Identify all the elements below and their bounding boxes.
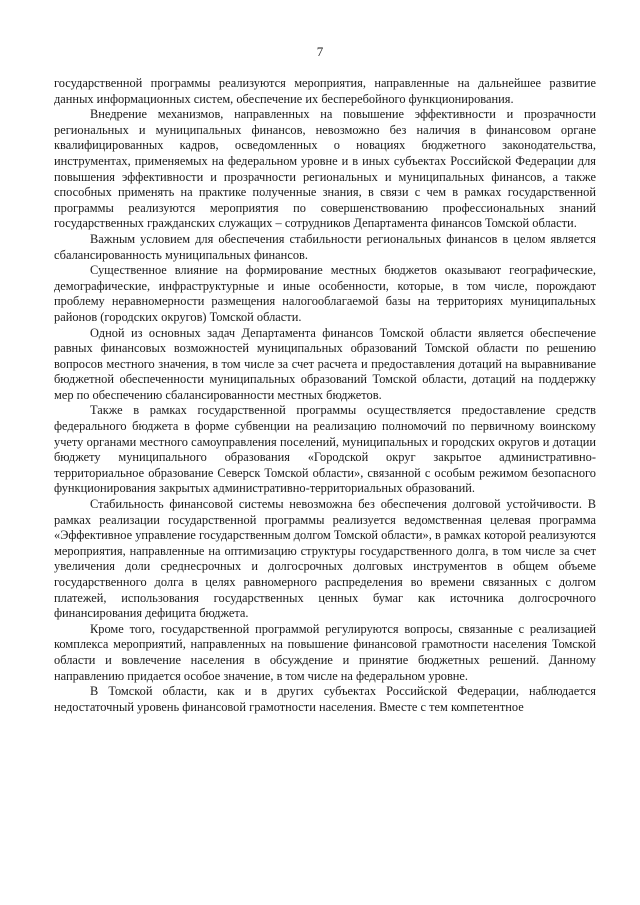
paragraph: Внедрение механизмов, направленных на повышение эффективности и прозрачности региональных и муниципальных финансов, невозможно без наличия в финансовом органе квалифицированных кадров, осведомленных о новациях бюджетного законодательства, инструментах, применяемых на федеральном уровне и в иных субъектах Российской Федерации для повышения эффективности и прозрачности региональных и муниципальных финансов, а также способных применять на практике полученные знания, в связи с чем в рамках государственной программы реализуются мероприятия по совершенствованию профессиональных знаний государственных гражданских служащих – сотрудников Департамента финансов Томской области. (54, 107, 596, 231)
paragraph: Важным условием для обеспечения стабильности региональных финансов в целом является сбалансированность муниципальных финансов. (54, 231, 596, 262)
paragraph: Стабильность финансовой системы невозможна без обеспечения долговой устойчивости. В рамках реализации государственной программы реализуется ведомственная целевая программа «Эффективное управление государственным долгом Томской области», в рамках которой реализуются мероприятия, направленные на оптимизацию структуры государственного долга, в том числе за счет увеличения доли среднесрочных и долгосрочных долговых инструментов в общем объеме государственного долга в целях равномерного распределения во времени связанных с долгом платежей, использования государственных ценных бумаг как источника долгосрочного финансирования дефицита бюджета. (54, 497, 596, 621)
paragraph-continuation: государственной программы реализуются мероприятия, направленные на дальнейшее развитие данных информационных систем, обеспечение их бесперебойного функционирования. (54, 76, 596, 106)
paragraph: В Томской области, как и в других субъектах Российской Федерации, наблюдается недостаточный уровень финансовой грамотности населения. Вместе с тем компетентное (54, 684, 596, 714)
paragraph: Также в рамках государственной программы осуществляется предоставление средств федерального бюджета в форме субвенции на реализацию полномочий по первичному воинскому учету органами местного самоуправления поселений, муниципальных и городских округов и дотации бюджету муниципального образования «Городской округ закрытое административно-территориальное образование Северск Томской области», связанной с особым режимом безопасного функционирования закрытых административно-территориальных образований. (54, 403, 596, 496)
document-body (54, 76, 596, 715)
paragraph: Существенное влияние на формирование местных бюджетов оказывают географические, демографические, инфраструктурные и иные особенности, которые, в том числе, порождают проблему неравномерности размещения налогооблагаемой базы на территориях муниципальных районов (городских округов) Томской области. (54, 263, 596, 324)
page-number: 7 (316, 44, 324, 59)
paragraph: Одной из основных задач Департамента финансов Томской области является обеспечение равных финансовых возможностей муниципальных образований Томской области по решению вопросов местного значения, в том числе за счет расчета и предоставления дотаций на выравнивание бюджетной обеспеченности муниципальных образований Томской области, дотаций на поддержку мер по обеспечению сбалансированности местных бюджетов. (54, 325, 596, 402)
paragraph: Кроме того, государственной программой регулируются вопросы, связанные с реализацией комплекса мероприятий, направленных на повышение финансовой грамотности населения Томской области и вовлечение населения в обсуждение и принятие бюджетных решений. Данному направлению придается особое значение, в том числе на федеральном уровне. (54, 621, 596, 683)
